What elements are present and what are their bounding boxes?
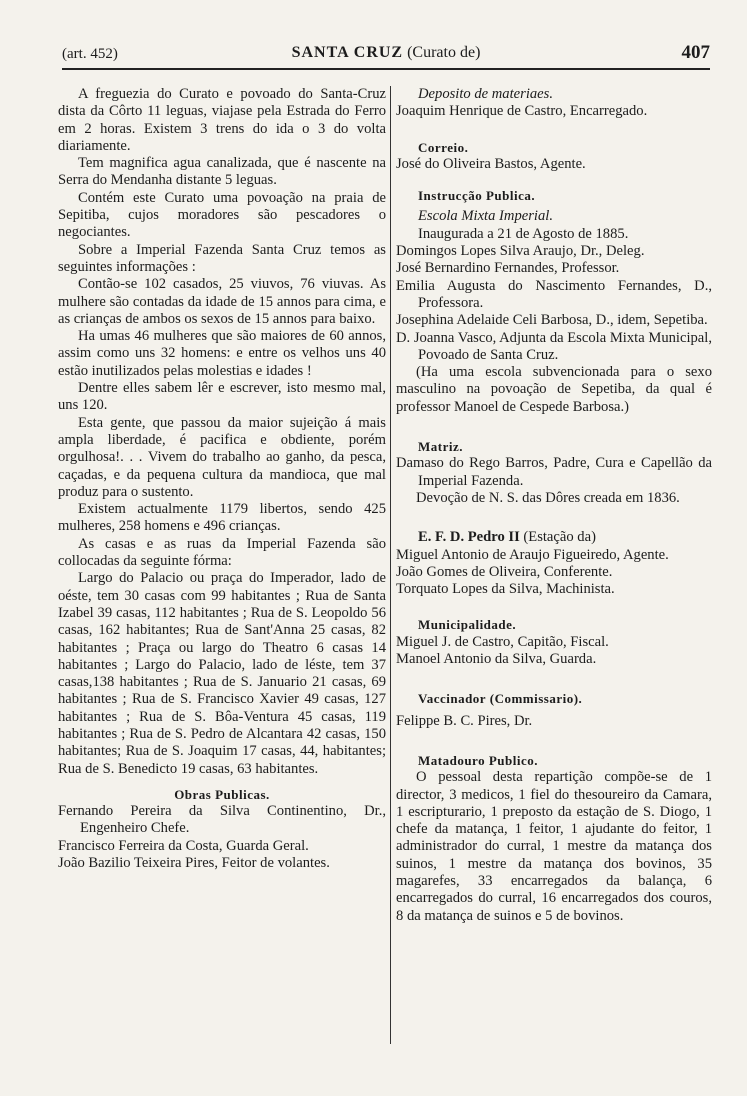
entry: Joaquim Henrique de Castro, Encarregado. xyxy=(396,103,648,120)
entry: Emilia Augusta do Nascimento Fernandes, D., Professora. xyxy=(396,277,712,311)
paragraph: Contém este Curato uma povoação na praia de Sepitiba, cujos moradores são pescadores o negociantes. xyxy=(58,189,386,241)
subsection-title-escola: Escola Mixta Imperial. xyxy=(418,208,553,225)
entry: Fernando Pereira da Silva Continentino, Dr., Engenheiro Chefe. xyxy=(58,803,386,837)
entry: Inaugurada a 21 de Agosto de 1885. xyxy=(418,225,629,242)
paragraph: As casas e as ruas da Imperial Fazenda são collocadas da seguinte fórma: xyxy=(58,535,386,570)
paragraph: Sobre a Imperial Fazenda Santa Cruz temos as seguintes informações : xyxy=(58,241,386,275)
section-title-matadouro: Matadouro Publico. xyxy=(418,752,538,768)
entry: Torquato Lopes da Silva, Machinista. xyxy=(396,581,615,598)
column-divider xyxy=(390,86,391,1044)
page-header xyxy=(62,44,710,70)
vacc-title-main: Vaccinador xyxy=(418,691,487,707)
entry: Damaso do Rego Barros, Padre, Cura e Capellão da Imperial Fazenda. xyxy=(396,455,712,489)
section-title-municipalidade: Municipalidade. xyxy=(418,617,517,633)
entry: Devoção de N. S. das Dôres creada em 1836. xyxy=(416,489,680,506)
article-reference: (art. 452) xyxy=(62,46,118,62)
paragraph: Ha umas 46 mulheres que são maiores de 60 annos, assim como uns 32 homens: e entre os velhos uns 40 estão inutilizados pelas molestias e idades ! xyxy=(58,328,386,379)
entry: Miguel J. de Castro, Capitão, Fiscal. xyxy=(396,633,609,650)
paragraph: A freguezia do Curato e povoado do Santa-Cruz dista da Côrto 11 leguas, viajase pela Estrada do Ferro em 2 horas. Existem 3 trens do ida o 3 do volta diariamente. xyxy=(58,86,386,154)
entry: Manoel Antonio da Silva, Guarda. xyxy=(396,651,597,668)
entry: Miguel Antonio de Araujo Figueiredo, Agente. xyxy=(396,546,669,563)
section-title-efd xyxy=(396,529,712,546)
entry: José Bernardino Fernandes, Professor. xyxy=(396,260,620,277)
entry: João Bazilio Teixeira Pires, Feitor de volantes. xyxy=(58,855,330,872)
vacc-title-sub: (Commissario). xyxy=(489,691,583,707)
running-title xyxy=(62,44,710,62)
paragraph: Esta gente, que passou da maior sujeição á mais ampla liberdade, é pacifica e obdiente, porém orgulhosa!. . . Vivem do trabalho ao ganho, da pesca, caçadas, e da pequena cultura da mandioca, que mal produz para o sustento. xyxy=(58,414,386,500)
section-title-obras: Obras Publicas. xyxy=(174,786,270,802)
paragraph: Largo do Palacio ou praça do Imperador, lado de oéste, tem 30 casas com 99 habitantes ; Rua de Santa Izabel 39 casas, 112 habitantes ; Rua de S. Leopoldo 56 casas, 162 habitantes; Rua de Sant'Anna 25 casas, 82 habitantes ; Praça ou largo do Theatro 6 casas 14 habitantes ; Largo do Palacio, lado de léste, tem 37 casas,138 habitantes ; Rua de S. Januario 21 casas, 69 habitantes ; Rua de S. Francisco Xavier 49 casas, 127 habitantes ; Rua de S. Bôa-Ventura 45 casas, 119 habitantes ; Rua de S. Pedro de Alcantara 42 casas, 150 habitantes; Rua de S. Joaquim 17 casas, 44, habitantes; Rua de S. Benedicto 19 casas, 63 habitantes. xyxy=(58,570,386,777)
entry: Josephina Adelaide Celi Barbosa, D., idem, Sepetiba. xyxy=(396,312,708,329)
section-title-matriz: Matriz. xyxy=(418,439,464,455)
section-title-vaccinador xyxy=(396,690,712,708)
entry: D. Joanna Vasco, Adjunta da Escola Mixta Municipal, Povoado de Santa Cruz. xyxy=(396,329,712,363)
paragraph: Tem magnifica agua canalizada, que é nascente na Serra do Mendanha distante 5 leguas. xyxy=(58,155,386,189)
right-column xyxy=(396,86,712,925)
efd-title-main: E. F. D. Pedro II xyxy=(418,529,520,546)
running-title-sub: (Curato de) xyxy=(407,44,481,61)
section-title-correio: Correio. xyxy=(418,139,469,155)
paragraph: Contão-se 102 casados, 25 viuvos, 76 viuvas. As mulhere são contadas da idade de 15 annos para cima, e as crianças de ambos os sexos de 15 annos para baixo. xyxy=(58,276,386,327)
section-title-deposito: Deposito de materiaes. xyxy=(418,86,553,102)
entry: José do Oliveira Bastos, Agente. xyxy=(396,155,586,172)
entry: Francisco Ferreira da Costa, Guarda Geral. xyxy=(58,837,309,854)
entry: Domingos Lopes Silva Araujo, Dr., Deleg. xyxy=(396,243,645,260)
paragraph: O pessoal desta repartição compõe-se de 1 director, 3 medicos, 1 fiel do thesoureiro da Camara, 1 escripturario, 1 preposto da estação de S. Diogo, 1 chefe da matança, 1 feitor, 1 ajudante do feitor, 1 administrador do curral, 1 mestre da matança dos suinos, 1 mestre da matança dos bovinos, 35 magarefes, 33 encarregados da balança, 6 encarregados do curral, 16 encarregados dos couros, 8 da matança de suinos e 5 de bovinos. xyxy=(396,769,712,924)
note: (Ha uma escola subvencionada para o sexo masculino na povoação de Sepetiba, da qual é professor Manoel de Cespede Barbosa.) xyxy=(396,364,712,415)
section-title-instrucao: Instrucção Publica. xyxy=(418,188,536,204)
running-title-main: SANTA CRUZ xyxy=(291,44,404,61)
paragraph: Existem actualmente 1179 libertos, sendo 425 mulheres, 258 homens e 496 crianças. xyxy=(58,501,386,535)
entry: Felippe B. C. Pires, Dr. xyxy=(396,712,533,729)
page-number: 407 xyxy=(681,42,710,63)
efd-title-sub: (Estação da) xyxy=(523,529,596,546)
paragraph: Dentre elles sabem lêr e escrever, isto mesmo mal, uns 120. xyxy=(58,380,386,414)
left-column xyxy=(58,86,386,872)
entry: João Gomes de Oliveira, Conferente. xyxy=(396,563,613,580)
